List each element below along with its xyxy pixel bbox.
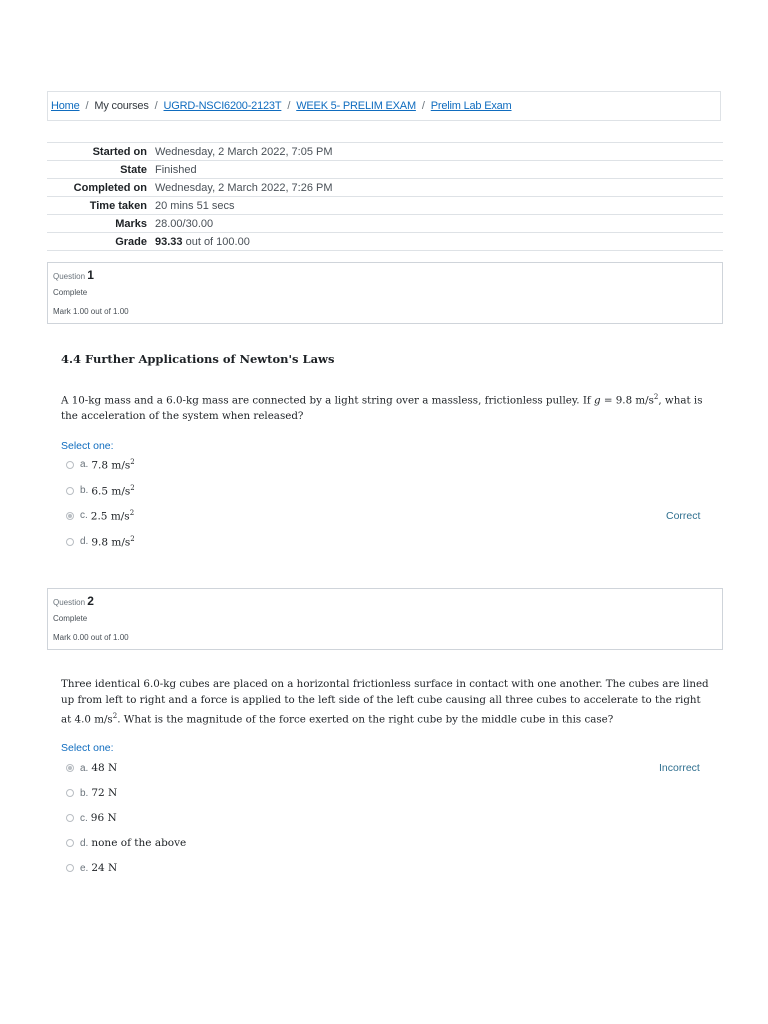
radio-button[interactable] — [66, 864, 74, 872]
summary-row-state — [47, 161, 723, 179]
summary-row-completed — [47, 179, 723, 197]
option-text: 96 N — [90, 812, 117, 824]
q2-text-part: Three identical 6.0-kg cubes are placed on a horizontal frictionless surface in contact with one another. The cubes are lined up from left to right and a force is applied to the left side of the left cube causing all three cubes to accelerate to the right at 4.0 m/s — [61, 678, 709, 726]
radio-button[interactable] — [66, 839, 74, 847]
state-label: State — [120, 163, 147, 176]
option-sup: 2 — [130, 484, 135, 492]
question-2-text — [61, 676, 711, 727]
option-letter: e. — [80, 862, 89, 874]
option-text — [91, 509, 134, 523]
breadcrumb-my-courses[interactable]: My courses — [94, 100, 149, 112]
option-text-value: 7.8 m/s — [91, 459, 131, 472]
question-number — [53, 594, 94, 608]
q1-text-sup: 2 — [653, 393, 659, 401]
question-number-value: 2 — [87, 594, 94, 608]
marks-value: 28.00/30.00 — [155, 217, 214, 230]
q1-text-part: A 10-kg mass and a 6.0-kg mass are connected by a light string over a massless, frictionless pulley. If — [61, 394, 594, 407]
radio-button-checked[interactable] — [66, 764, 74, 772]
q1-option-d[interactable] — [66, 535, 135, 549]
option-text: 72 N — [91, 787, 118, 799]
grade-label: Grade — [115, 235, 147, 248]
radio-button[interactable] — [66, 814, 74, 822]
q1-option-a[interactable] — [66, 458, 135, 472]
completed-on-label: Completed on — [73, 181, 147, 194]
question-number-value: 1 — [87, 268, 94, 282]
option-sup: 2 — [130, 458, 135, 466]
grade-value: 93.33 — [155, 235, 183, 248]
option-sup: 2 — [129, 509, 135, 517]
breadcrumb-course-link[interactable]: UGRD-NSCI6200-2123T — [163, 100, 282, 112]
q1-text-part: , what is the acceleration of the system when released? — [61, 394, 703, 423]
question-state: Complete — [53, 288, 88, 297]
question-2-select-one: Select one: — [61, 742, 114, 754]
option-letter: c. — [80, 812, 88, 824]
grade-cell — [152, 233, 723, 251]
state-value: Finished — [155, 163, 197, 176]
breadcrumb-separator: / — [287, 100, 291, 112]
radio-button[interactable] — [66, 789, 74, 797]
question-2-info — [47, 588, 723, 650]
option-sup: 2 — [130, 535, 135, 543]
question-1-title: 4.4 Further Applications of Newton's Laws — [61, 352, 335, 366]
radio-button-checked[interactable] — [66, 512, 74, 520]
breadcrumb-separator: / — [421, 100, 425, 112]
attempt-summary-table — [47, 142, 723, 251]
question-mark: Mark 0.00 out of 1.00 — [53, 633, 129, 642]
summary-row-time — [47, 197, 723, 215]
question-1-text — [61, 389, 711, 424]
option-text-value: 6.5 m/s — [91, 485, 131, 498]
q2-option-e[interactable] — [66, 862, 117, 874]
option-letter: b. — [80, 485, 89, 497]
q2-feedback-incorrect: Incorrect — [659, 762, 700, 774]
question-mark: Mark 1.00 out of 1.00 — [53, 307, 129, 316]
q2-text-sup: 2 — [112, 712, 118, 720]
radio-button[interactable] — [66, 487, 74, 495]
breadcrumb — [47, 91, 721, 121]
summary-row-marks — [47, 215, 723, 233]
q2-option-a[interactable] — [66, 762, 117, 774]
option-text — [91, 484, 134, 498]
option-text-value: 2.5 m/s — [90, 510, 130, 523]
q1-option-c[interactable] — [66, 509, 134, 523]
breadcrumb-week-link[interactable]: WEEK 5- PRELIM EXAM — [296, 100, 416, 112]
q1-text-part: = 9.8 m/s — [600, 394, 654, 407]
started-on-value: Wednesday, 2 March 2022, 7:05 PM — [155, 145, 333, 158]
option-text: 48 N — [91, 762, 118, 774]
question-1-select-one: Select one: — [61, 440, 114, 452]
q2-option-b[interactable] — [66, 787, 117, 799]
marks-label: Marks — [115, 217, 147, 230]
q1-option-b[interactable] — [66, 484, 135, 498]
question-1-info — [47, 262, 723, 324]
grade-suffix: out of 100.00 — [185, 235, 250, 248]
question-label: Question — [53, 272, 86, 281]
time-taken-value: 20 mins 51 secs — [155, 199, 235, 212]
option-text-value: 9.8 m/s — [91, 536, 131, 549]
q1-text-g: g — [593, 394, 601, 407]
breadcrumb-separator: / — [154, 100, 158, 112]
q2-text-part: . What is the magnitude of the force exerted on the right cube by the middle cube in this case? — [117, 713, 614, 726]
q2-option-c[interactable] — [66, 812, 117, 824]
question-state: Complete — [53, 614, 88, 623]
radio-button[interactable] — [66, 461, 74, 469]
option-letter: b. — [80, 787, 89, 799]
summary-row-started — [47, 143, 723, 161]
question-number — [53, 268, 94, 282]
breadcrumb-exam-link[interactable]: Prelim Lab Exam — [430, 100, 512, 112]
option-text: none of the above — [91, 837, 187, 849]
option-letter: c. — [80, 510, 88, 522]
completed-on-value: Wednesday, 2 March 2022, 7:26 PM — [155, 181, 333, 194]
time-taken-label: Time taken — [89, 199, 147, 212]
q1-feedback-correct: Correct — [666, 510, 701, 522]
started-on-label: Started on — [92, 145, 147, 158]
radio-button[interactable] — [66, 538, 74, 546]
option-letter: a. — [80, 459, 89, 471]
question-label: Question — [53, 598, 86, 607]
option-text — [91, 535, 134, 549]
option-letter: d. — [80, 837, 89, 849]
q2-option-d[interactable] — [66, 837, 186, 849]
option-letter: a. — [80, 762, 89, 774]
breadcrumb-home-link[interactable]: Home — [51, 100, 80, 112]
option-text: 24 N — [91, 862, 118, 874]
summary-row-grade — [47, 233, 723, 251]
option-letter: d. — [80, 536, 89, 548]
option-text — [91, 458, 134, 472]
breadcrumb-separator: / — [85, 100, 89, 112]
